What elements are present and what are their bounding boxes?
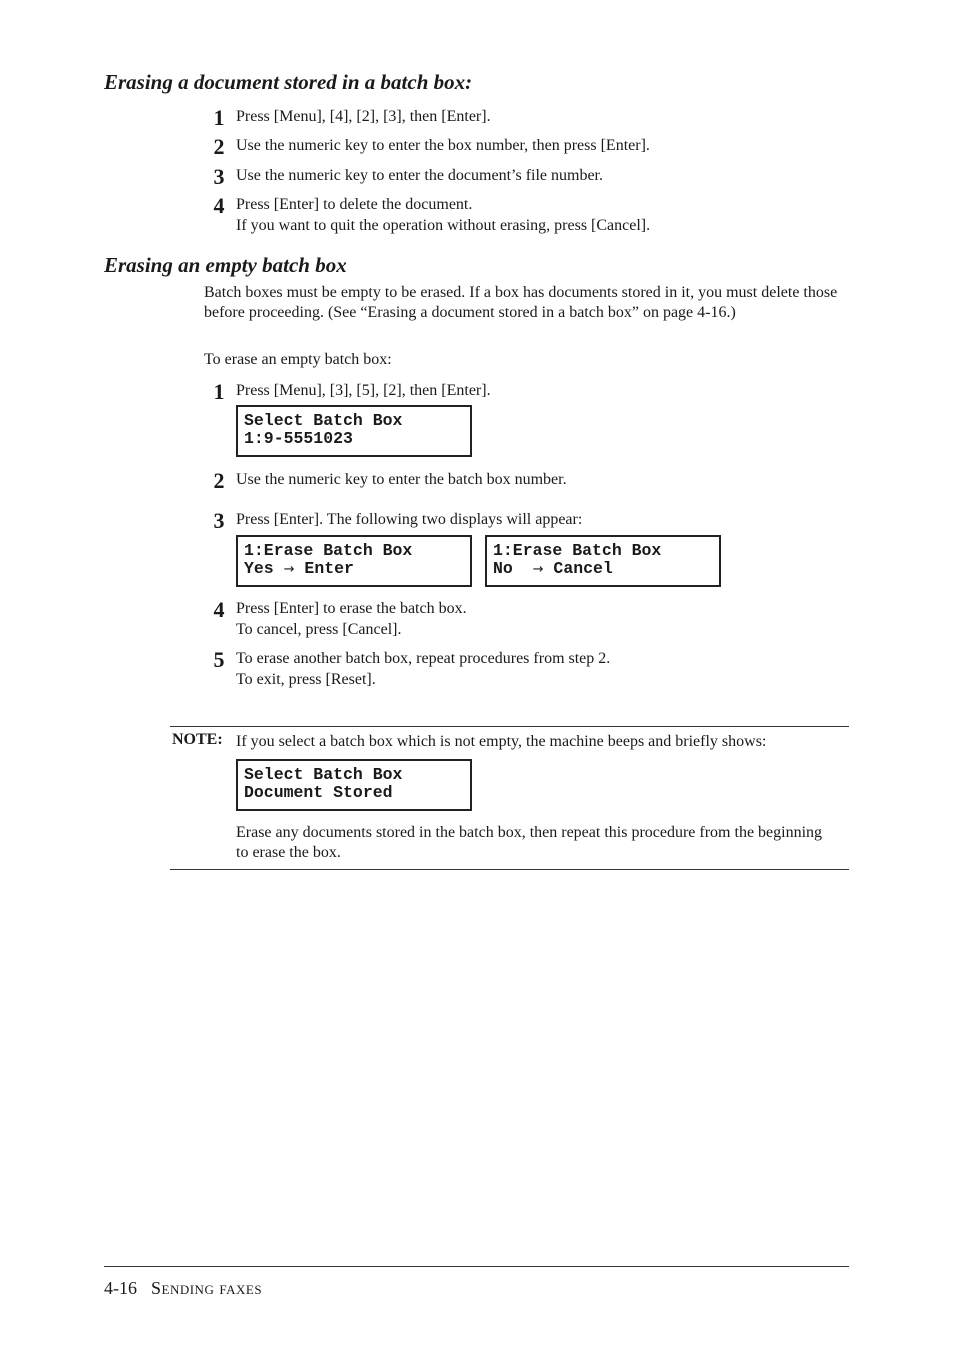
note-followup: Erase any documents stored in the batch box, then repeat this procedure from the beginning to erase the box. [236,824,823,861]
lcd-line: Yes [244,559,284,578]
step-text: Press [Enter]. The following two displays will appear: [236,511,583,528]
note-text: If you select a batch box which is not empty, the machine beeps and briefly shows: [236,733,767,750]
step-number: 1 [213,379,225,404]
step-text: Press [Menu], [4], [2], [3], then [Enter]. [236,108,491,125]
step-text: Use the numeric key to enter the document’s file number. [236,167,603,184]
lcd-display-document-stored [236,759,472,811]
lcd-display-erase-yes [236,535,472,587]
step-number: 3 [213,508,225,533]
step-text: To erase another batch box, repeat procedures from step 2. [236,650,611,667]
section-heading-erase-empty-box: Erasing an empty batch box [104,253,347,277]
lcd-line: Cancel [543,559,613,578]
page-number: 4-16 [104,1278,137,1298]
step-number: 2 [213,468,225,493]
step-text: Press [Enter] to erase the batch box. [236,600,467,617]
step-text: Press [Menu], [3], [5], [2], then [Enter]. [236,382,491,399]
note-label: NOTE: [172,731,223,748]
footer-rule [104,1266,849,1267]
section-heading-erase-document: Erasing a document stored in a batch box: [104,70,473,94]
lead-paragraph: To erase an empty batch box: [204,351,392,368]
page-footer [104,1278,262,1299]
lcd-display-select-box [236,405,472,457]
lcd-display-erase-no [485,535,721,587]
step-text: If you want to quit the operation without erasing, press [Cancel]. [236,217,651,234]
step-text: Use the numeric key to enter the batch box number. [236,471,567,488]
lcd-line: 1:9-5551023 [244,429,353,448]
step-text: To exit, press [Reset]. [236,671,376,688]
step-text: To cancel, press [Cancel]. [236,621,402,638]
step-number: 1 [213,105,225,130]
lcd-line: Document Stored [244,783,393,802]
step-number: 4 [213,193,225,218]
step-number: 2 [213,134,225,159]
lcd-line: 1:Erase Batch Box [493,541,662,560]
arrow-icon: → [283,562,295,577]
lcd-line: Select Batch Box [244,411,403,430]
note-bottom-rule [170,869,849,870]
footer-section-title: Sending faxes [151,1278,263,1298]
step-number: 3 [213,164,225,189]
step-number: 4 [213,597,225,622]
arrow-icon: → [532,562,544,577]
step-text: Press [Enter] to delete the document. [236,196,473,213]
lcd-line: No [493,559,533,578]
lcd-line: Select Batch Box [244,765,403,784]
intro-paragraph: Batch boxes must be empty to be erased. If a box has documents stored in it, you must delete those before proceeding. (See “Erasing a document stored in a batch box” on page 4-16.) [204,284,838,321]
note-top-rule [170,726,849,727]
step-number: 5 [213,647,225,672]
lcd-line: Enter [294,559,354,578]
step-text: Use the numeric key to enter the box number, then press [Enter]. [236,137,650,154]
lcd-line: 1:Erase Batch Box [244,541,413,560]
